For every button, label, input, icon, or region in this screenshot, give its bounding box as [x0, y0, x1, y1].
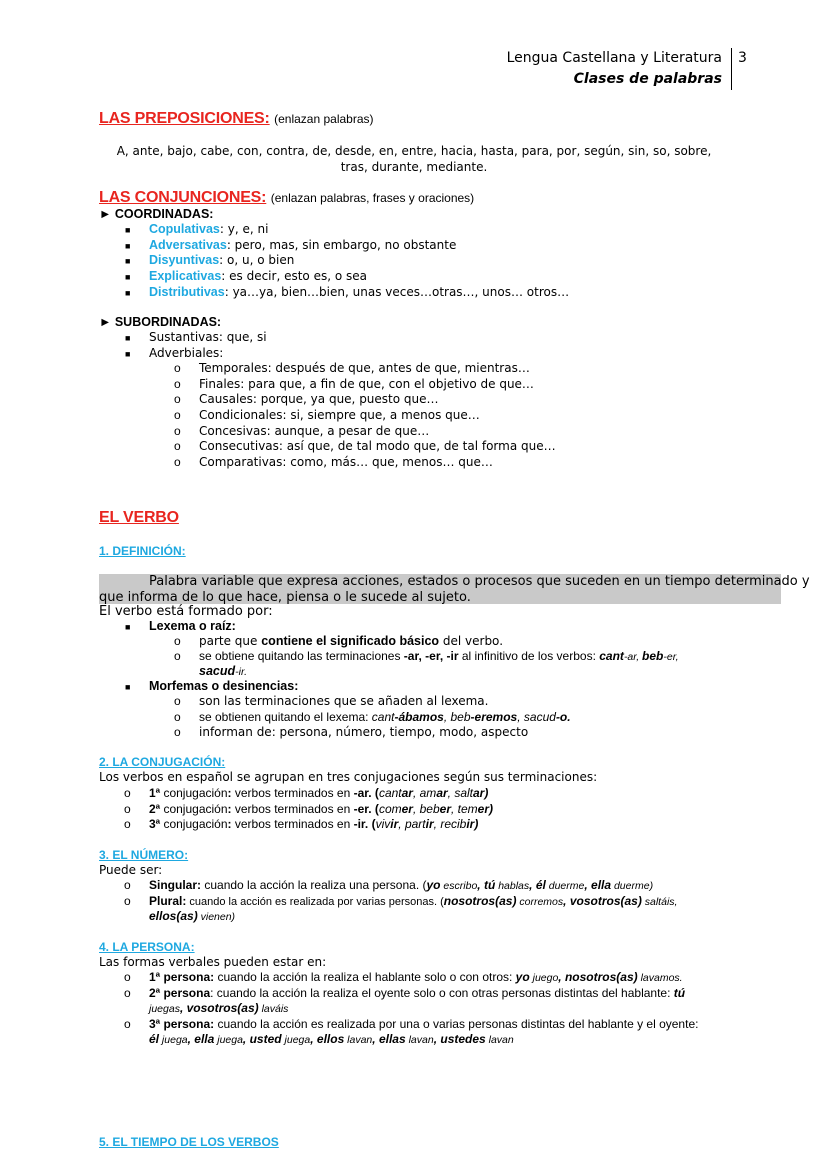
adverbial-item: Comparativas: como, más… que, menos… que…: [199, 454, 493, 469]
bullet-icon: ■: [125, 333, 131, 343]
morfemas-item-2: se obtienen quitando el lexema: cant-ábamos, beb-eremos, sacud-o.: [199, 710, 571, 724]
coord-item-disyuntivas: [149, 253, 294, 269]
example-pronoun: nosotros(as): [564, 970, 638, 984]
example-pronoun: tú: [483, 878, 496, 892]
preposiciones-title: LAS PREPOSICIONES:: [99, 110, 270, 127]
example-verb: juegas: [149, 1003, 180, 1015]
coord-text: : ya…ya, bien…bien, unas veces…otras…, unos… otros…: [224, 284, 570, 299]
bullet-icon: ■: [125, 682, 131, 692]
example-verb: lavan: [344, 1034, 373, 1046]
conjunciones-note: (enlazan palabras, frases y oraciones): [270, 191, 475, 205]
example-pronoun: ella: [194, 1032, 215, 1046]
bullet-icon: ■: [125, 272, 131, 283]
conjugacion-intro: Los verbos en español se agrupan en tres conjugaciones según sus terminaciones:: [99, 770, 598, 784]
adverbial-item: Concesivas: aunque, a pesar de que…: [199, 423, 430, 438]
conjugacion-title: 2. LA CONJUGACIÓN:: [99, 755, 226, 769]
circle-bullet-icon: o: [174, 439, 181, 454]
conjugacion-item: 1ª conjugación: verbos terminados en -ar. (cantar, amar, saltar): [149, 786, 489, 800]
lexema-item-2: se obtiene quitando las terminaciones -ar, -er, -ir al infinitivo de los verbos: cant-ar, beb-er,: [199, 649, 679, 663]
preposiciones-line-2: tras, durante, mediante.: [340, 160, 488, 174]
bullet-icon: ■: [125, 256, 131, 267]
coord-name: Adversativas: [149, 237, 227, 252]
circle-bullet-icon: o: [124, 1017, 131, 1031]
example-verb: juega: [214, 1034, 243, 1046]
coord-text: : o, u, o bien: [219, 253, 295, 268]
example-pronoun: yo: [515, 970, 530, 984]
example-verb: lavan: [405, 1034, 434, 1046]
definicion-line-1: Palabra variable que expresa acciones, estados o procesos que suceden en un tiempo determinado y: [149, 574, 810, 589]
circle-bullet-icon: o: [124, 878, 131, 892]
persona-segunda: 2ª persona: cuando la acción la realiza el oyente solo o con otras personas distintas del hablante: tú: [149, 986, 686, 1000]
numero-plural: Plural: cuando la acción es realizada por varias personas. (nosotros(as) corremos, vosotros(as) saltáis,: [149, 894, 678, 908]
coord-name: Copulativas: [149, 222, 220, 236]
persona-primera: 1ª persona: cuando la acción la realiza el hablante solo o con otros: yo juego, nosotros(as) lavamos.: [149, 970, 683, 984]
example-verb: escribo: [440, 880, 478, 892]
persona-segunda-cont: juegas, vosotros(as) laváis: [149, 1001, 289, 1015]
header-subtitle: Clases de palabras: [573, 71, 722, 87]
circle-bullet-icon: o: [124, 894, 131, 908]
sub-item-sustantivas: Sustantivas: que, si: [149, 330, 267, 344]
coord-text: : es decir, esto es, o sea: [221, 269, 367, 284]
example-verb: corremos: [516, 896, 564, 908]
numero-title: 3. EL NÚMERO:: [99, 848, 189, 862]
morfemas-item-3: informan de: persona, número, tiempo, modo, aspecto: [199, 725, 529, 739]
example-pronoun: ellos: [316, 1032, 345, 1046]
example-pronoun: vosotros(as): [186, 1001, 259, 1015]
circle-bullet-icon: o: [174, 649, 181, 663]
numero-plural-cont: [149, 909, 235, 926]
example-pronoun: ellas: [378, 1032, 406, 1046]
definicion-title: 1. DEFINICIÓN:: [99, 544, 186, 558]
example-verb: saltáis,: [641, 896, 678, 908]
example-pronoun: ellos(as): [149, 909, 198, 923]
example-pronoun: ustedes: [440, 1032, 486, 1046]
preposiciones-note: (enlazan palabras): [274, 112, 374, 126]
bullet-icon: ■: [125, 240, 131, 251]
example-verb: hablas: [495, 880, 530, 892]
example-verb: juega: [281, 1034, 311, 1046]
example-verb: lavan: [485, 1034, 514, 1046]
numero-singular: Singular: cuando la acción la realiza una persona. (yo escribo, tú hablas, él duerme, ella duerme): [149, 878, 654, 892]
example-pronoun: usted: [249, 1032, 282, 1046]
page-number: 3: [738, 50, 747, 66]
bullet-icon: ■: [125, 622, 131, 632]
header-divider: [731, 48, 732, 90]
circle-bullet-icon: o: [174, 725, 181, 739]
lexema-item-1: parte que contiene el significado básico del verbo.: [199, 634, 504, 648]
persona-tercera-cont: él juega, ella juega, usted juega, ellos lavan, ellas lavan, ustedes lavan: [149, 1032, 514, 1046]
example-verb: lavamos.: [637, 972, 683, 984]
adverbial-item: Causales: porque, ya que, puesto que…: [199, 392, 439, 407]
preposiciones-line-1: A, ante, bajo, cabe, con, contra, de, desde, en, entre, hacia, hasta, para, por, según, sin, so, sobre,: [116, 144, 712, 158]
formado-text: El verbo está formado por:: [99, 604, 273, 619]
numero-intro: Puede ser:: [99, 863, 163, 877]
tiempo-title: 5. EL TIEMPO DE LOS VERBOS: [99, 1135, 279, 1149]
adverbial-item: Consecutivas: así que, de tal modo que, de tal forma que…: [199, 439, 556, 454]
conjunciones-title: LAS CONJUNCIONES:: [99, 189, 267, 206]
sub-item-adverbiales: Adverbiales:: [149, 346, 224, 360]
example-verb: duerme): [611, 880, 654, 892]
bullet-icon: ■: [125, 225, 131, 235]
coordinadas-label: ► COORDINADAS:: [99, 207, 214, 221]
conjugacion-item: 2ª conjugación: verbos terminados en -er. (comer, beber, temer): [149, 801, 494, 816]
coord-text: : y, e, ni: [219, 222, 269, 236]
example-verb: juega: [159, 1034, 188, 1046]
conjugacion-item: 3ª conjugación: verbos terminados en -ir. (vivir, partir, recibir): [149, 817, 479, 832]
circle-bullet-icon: o: [124, 801, 131, 816]
morfemas-item-1: son las terminaciones que se añaden al lexema.: [199, 694, 489, 708]
coord-text: : pero, mas, sin embargo, no obstante: [226, 237, 457, 252]
bullet-icon: ■: [125, 287, 131, 298]
circle-bullet-icon: o: [174, 634, 181, 648]
bullet-icon: ■: [125, 349, 131, 359]
example-pronoun: él: [535, 878, 546, 892]
lexema-item-2-cont: sacud-ir.: [199, 664, 247, 678]
morfemas-label: Morfemas o desinencias:: [149, 679, 299, 693]
example-verb: laváis: [258, 1003, 289, 1015]
header-title: Lengua Castellana y Literatura: [506, 50, 722, 66]
subordinadas-label: ► SUBORDINADAS:: [99, 315, 222, 329]
circle-bullet-icon: o: [174, 361, 181, 375]
coord-name: Explicativas: [149, 269, 222, 284]
circle-bullet-icon: o: [124, 970, 131, 984]
circle-bullet-icon: o: [174, 710, 181, 724]
example-verb: juego: [529, 972, 559, 984]
persona-title: 4. LA PERSONA:: [99, 940, 195, 954]
example-pronoun: ella: [591, 878, 612, 892]
coord-item-adversativas: [149, 238, 456, 254]
coord-name: Disyuntivas: [149, 253, 220, 268]
example-verb: duerme: [545, 880, 585, 892]
circle-bullet-icon: o: [174, 423, 181, 438]
coord-item-copulativas: [149, 222, 268, 238]
preposiciones-list: [99, 143, 729, 175]
definicion-line-2: que informa de lo que hace, piensa o le sucede al sujeto.: [99, 589, 471, 605]
coord-item-distributivas: [149, 285, 569, 301]
adverbial-item: Condicionales: si, siempre que, a menos que…: [199, 407, 480, 422]
adverbial-item: Temporales: después de que, antes de que, mientras…: [199, 361, 530, 375]
persona-intro: Las formas verbales pueden estar en:: [99, 955, 327, 969]
circle-bullet-icon: o: [174, 392, 181, 407]
coord-name: Distributivas: [149, 284, 225, 299]
conjunciones-heading: [99, 189, 474, 207]
circle-bullet-icon: o: [174, 376, 181, 391]
circle-bullet-icon: o: [124, 786, 131, 800]
persona-tercera: 3ª persona: cuando la acción es realizada por una o varias personas distintas del hablante y el oyente:: [149, 1017, 699, 1031]
lexema-label: Lexema o raíz:: [149, 619, 236, 633]
adverbial-item: Finales: para que, a fin de que, con el objetivo de que…: [199, 376, 534, 391]
circle-bullet-icon: o: [174, 694, 181, 708]
circle-bullet-icon: o: [174, 407, 181, 422]
example-pronoun: nosotros(as): [443, 894, 517, 908]
preposiciones-heading: [99, 110, 374, 128]
verbo-title: EL VERBO: [99, 509, 179, 526]
circle-bullet-icon: o: [124, 986, 131, 1000]
example-pronoun: yo: [426, 878, 441, 892]
circle-bullet-icon: o: [174, 454, 181, 469]
definicion-text: [99, 574, 810, 605]
example-pronoun: vosotros(as): [569, 894, 642, 908]
coord-item-explicativas: [149, 269, 367, 285]
example-pronoun: él: [149, 1032, 160, 1046]
example-verb: vienen): [197, 911, 236, 923]
circle-bullet-icon: o: [124, 817, 131, 832]
